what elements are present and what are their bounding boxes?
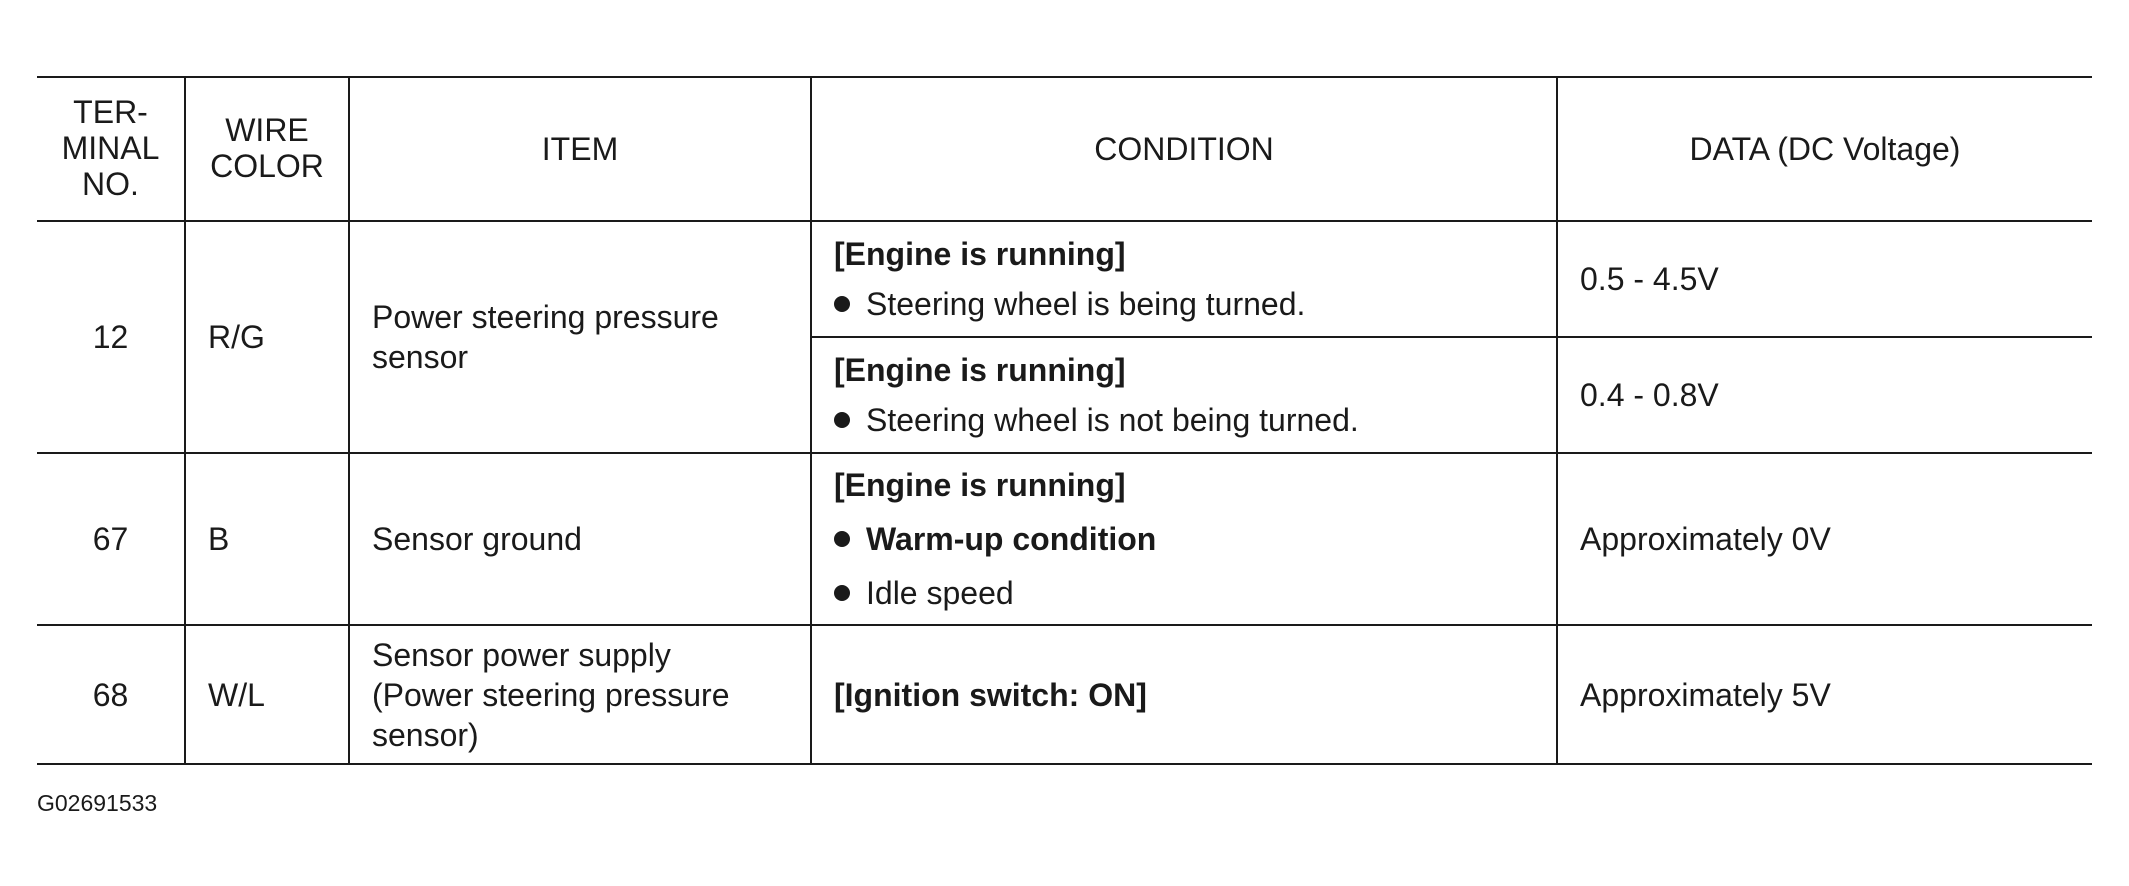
terminal-data-table <box>37 76 2092 765</box>
condition-cell <box>811 453 1557 625</box>
header-item: ITEM <box>349 77 811 221</box>
wire-color-cell: R/G <box>185 221 349 453</box>
header-wire-color <box>185 77 349 221</box>
item-cell <box>349 625 811 764</box>
bullet-icon <box>834 296 850 312</box>
data-cell: 0.5 - 4.5V <box>1557 221 2092 337</box>
item-text: Power steering pressure sensor <box>372 299 719 375</box>
condition-cell <box>811 625 1557 764</box>
condition-bullet-text: Idle speed <box>866 575 1014 611</box>
data-cell: 0.4 - 0.8V <box>1557 337 2092 453</box>
terminal-cell: 12 <box>37 221 185 453</box>
bullet-icon <box>834 585 850 601</box>
figure-code: G02691533 <box>37 790 158 816</box>
condition-bullet-text: Warm-up condition <box>866 521 1157 557</box>
wire-color-cell: B <box>185 453 349 625</box>
condition-title: [Engine is running] <box>834 236 1126 272</box>
item-cell <box>349 221 811 453</box>
header-data: DATA (DC Voltage) <box>1557 77 2092 221</box>
terminal-cell: 68 <box>37 625 185 764</box>
bullet-icon <box>834 531 850 547</box>
condition-cell <box>811 221 1557 337</box>
condition-cell <box>811 337 1557 453</box>
header-condition: CONDITION <box>811 77 1557 221</box>
table-row <box>37 221 2092 337</box>
bullet-icon <box>834 412 850 428</box>
terminal-data-table-container <box>37 76 2092 816</box>
table-row <box>37 625 2092 764</box>
data-cell: Approximately 0V <box>1557 453 2092 625</box>
condition-bullet <box>834 400 1546 440</box>
condition-bullet <box>834 284 1546 324</box>
data-cell: Approximately 5V <box>1557 625 2092 764</box>
header-wire-line2: COLOR <box>210 148 324 184</box>
condition-bullet <box>834 573 1546 613</box>
condition-bullet-text: Steering wheel is being turned. <box>866 286 1306 322</box>
header-terminal-no <box>37 77 185 221</box>
header-terminal-line3: NO. <box>82 165 139 202</box>
header-terminal-line1: TER- <box>73 94 148 131</box>
wire-color-cell: W/L <box>185 625 349 764</box>
condition-title: [Engine is running] <box>834 467 1126 503</box>
table-row <box>37 453 2092 625</box>
terminal-cell: 67 <box>37 453 185 625</box>
condition-bullet-text: Steering wheel is not being turned. <box>866 402 1359 438</box>
condition-title: [Ignition switch: ON] <box>834 676 1147 713</box>
item-text: Sensor power supply (Power steering pressure sensor) <box>372 636 730 753</box>
header-terminal-line2: MINAL <box>61 130 160 167</box>
table-header-row <box>37 77 2092 221</box>
condition-bullet <box>834 519 1546 559</box>
item-cell: Sensor ground <box>349 453 811 625</box>
header-wire-line1: WIRE <box>225 112 309 149</box>
condition-title: [Engine is running] <box>834 352 1126 388</box>
